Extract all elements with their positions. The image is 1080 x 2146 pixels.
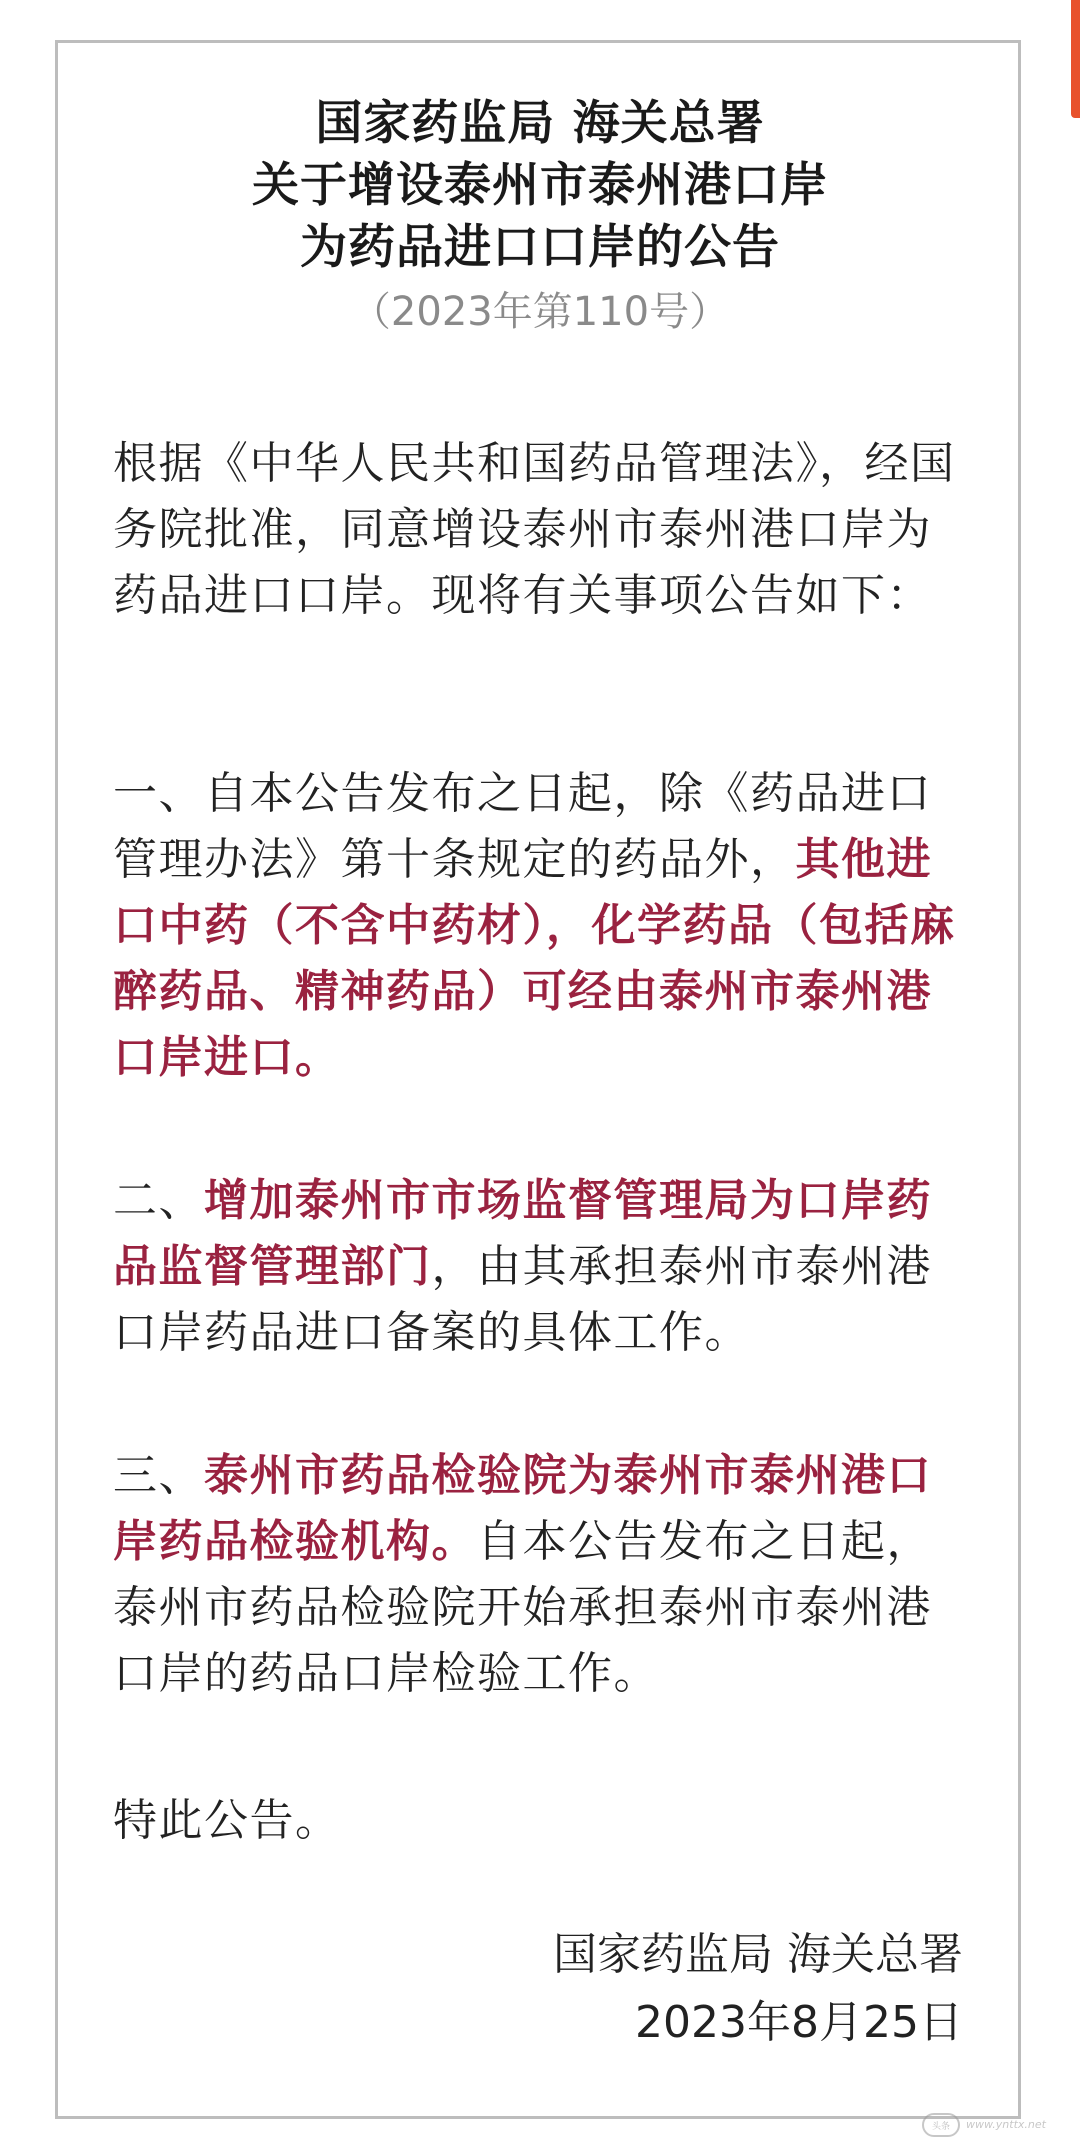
title-line-1: 国家药监局 海关总署 — [315, 96, 765, 151]
item-1-paragraph — [113, 761, 973, 1091]
item-2-text: ，由其承担泰州市泰州港口岸药品进口备案的具体工作。 — [113, 1241, 932, 1358]
item-2-paragraph — [113, 1168, 973, 1366]
watermark-text: www.ynttx.net — [966, 2118, 1046, 2131]
item-3-text: 自本公告发布之日起，泰州市药品检验院开始承担泰州市泰州港口岸的药品口岸检验工作。 — [113, 1516, 932, 1699]
closing-line: 特此公告。 — [113, 1795, 341, 1846]
announcement-header — [0, 93, 1080, 341]
signature-issuers: 国家药监局 海关总署 — [553, 1929, 963, 1980]
signature-block — [553, 1921, 963, 2057]
title-line-3: 为药品进口口岸的公告 — [300, 220, 780, 275]
site-watermark — [922, 2110, 1072, 2140]
item-3-paragraph — [113, 1443, 973, 1707]
document-number: （2023年第110号） — [350, 289, 730, 335]
intro-paragraph: 根据《中华人民共和国药品管理法》，经国务院批准，同意增设泰州市泰州港口岸为药品进口口岸。现将有关事项公告如下： — [113, 438, 956, 621]
item-1-highlight: 其他进口中药（不含中药材），化学药品（包括麻醉药品、精神药品）可经由泰州市泰州港口岸进口。 — [113, 834, 956, 1083]
title-line-2: 关于增设泰州市泰州港口岸 — [252, 158, 828, 213]
item-2-highlight: 增加泰州市市场监督管理局为口岸药品监督管理部门 — [113, 1175, 932, 1292]
item-3-highlight: 泰州市药品检验院为泰州市泰州港口岸药品检验机构。 — [113, 1450, 932, 1567]
watermark-logo-icon: 头条 — [922, 2113, 960, 2137]
item-3-prefix: 三、 — [113, 1450, 204, 1501]
item-1-text: 一、自本公告发布之日起，除《药品进口管理办法》第十条规定的药品外， — [113, 768, 932, 885]
signature-date: 2023年8月25日 — [635, 1997, 963, 2048]
item-2-prefix: 二、 — [113, 1175, 204, 1226]
